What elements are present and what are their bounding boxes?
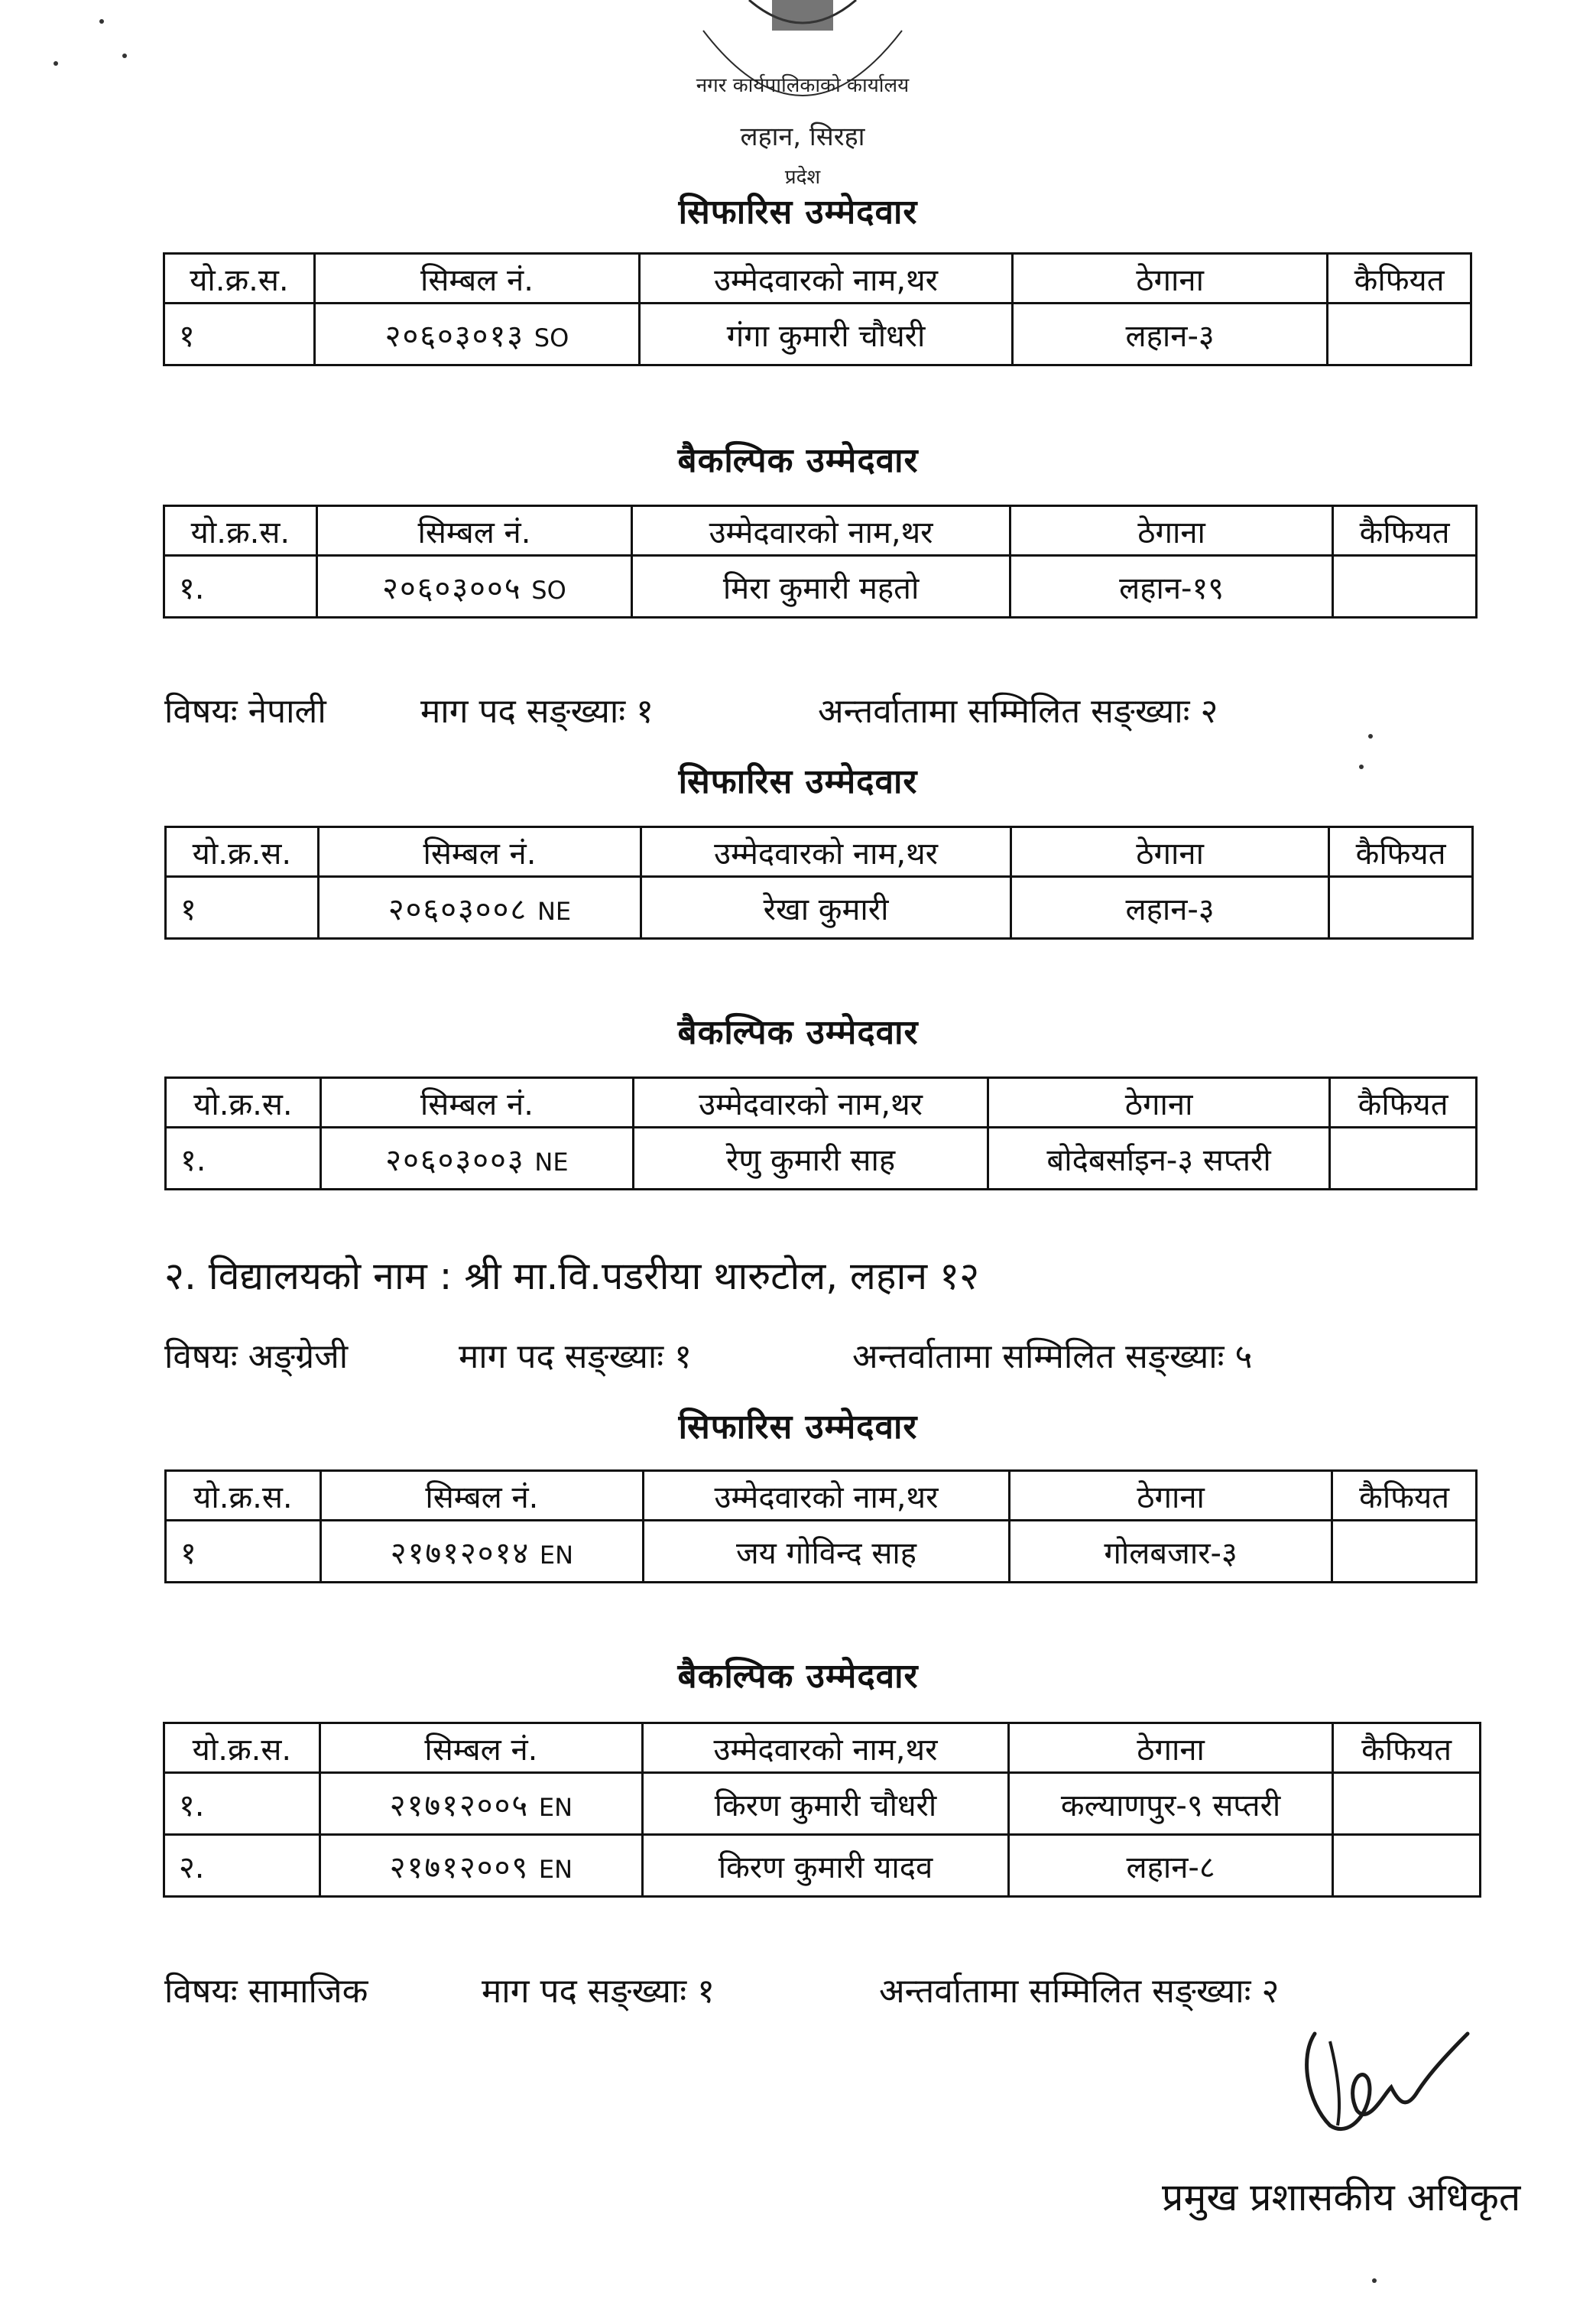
table-row [166,1521,1477,1583]
col-serial: यो.क्र.स. [164,1723,320,1773]
interview-count: अन्तर्वातामा सम्मिलित सङ्ख्याः २ [879,1972,1280,2011]
officer-title: प्रमुख प्रशासकीय अधिकृत [1162,2175,1521,2219]
demand-count: माग पद सङ्ख्याः १ [482,1972,715,2011]
name-cell: गंगा कुमारी चौधरी [640,304,1013,365]
symbol-cell: २१७१२००९ EN [320,1835,642,1897]
table-header-row [166,827,1473,877]
table-row [164,304,1471,365]
table-row [164,1773,1481,1835]
signature-mark [1284,2011,1483,2148]
remark-cell [1333,1773,1481,1835]
alternate-table [163,1722,1481,1898]
recommended-heading: सिफारिस उम्मेदवार [678,193,918,232]
table-header-row [164,506,1477,556]
symbol-cell: २०६०३००८ NE [318,877,641,939]
symbol-cell: २०६०३००५ SO [316,556,631,618]
serial-cell: १ [164,304,315,365]
address-cell: लहान-८ [1008,1835,1332,1897]
col-name: उम्मेदवारको नाम,थर [643,1723,1009,1773]
col-serial: यो.क्र.स. [166,1471,321,1521]
serial-cell: २. [164,1835,320,1897]
col-remark: कैफियत [1332,1471,1477,1521]
name-cell: किरण कुमारी यादव [643,1835,1009,1897]
alternate-table [163,505,1478,619]
col-remark: कैफियत [1330,1078,1477,1128]
col-address: ठेगाना [1013,254,1328,304]
serial-cell: १ [166,877,319,939]
table-header-row [164,1723,1481,1773]
name-cell: जय गोविन्द साह [644,1521,1010,1583]
alternate-heading: बैकल्पिक उम्मेदवार [677,441,919,480]
col-serial: यो.क्र.स. [164,254,315,304]
col-name: उम्मेदवारको नाम,थर [641,827,1011,877]
remark-cell [1333,1835,1481,1897]
scan-speck [122,54,127,58]
col-remark: कैफियत [1328,254,1471,304]
table-header-row [166,1471,1477,1521]
name-cell: मिरा कुमारी महतो [632,556,1010,618]
scan-speck [99,19,104,24]
name-cell: रेणु कुमारी साह [634,1128,988,1190]
subject-label: विषयः नेपाली [164,692,326,731]
remark-cell [1330,1128,1477,1190]
address-cell: कल्याणपुर-९ सप्तरी [1008,1773,1332,1835]
symbol-cell: २१७१२०१४ EN [320,1521,643,1583]
svg-text:लहान, सिरहा: लहान, सिरहा [740,122,865,152]
col-name: उम्मेदवारको नाम,थर [632,506,1010,556]
serial-cell: १. [164,556,317,618]
col-symbol: सिम्बल नं. [320,1723,642,1773]
col-name: उम्मेदवारको नाम,थर [634,1078,988,1128]
interview-count: अन्तर्वातामा सम्मिलित सङ्ख्याः ५ [852,1337,1253,1376]
col-symbol: सिम्बल नं. [314,254,639,304]
alternate-heading: बैकल्पिक उम्मेदवार [677,1013,919,1052]
recommended-table [163,252,1472,366]
recommended-heading: सिफारिस उम्मेदवार [678,762,918,801]
table-row [166,877,1473,939]
col-address: ठेगाना [1009,1471,1332,1521]
subject-label: विषयः अङ्ग्रेजी [164,1337,349,1376]
school-title: २. विद्यालयको नाम : श्री मा.वि.पडरीया थारुटोल, लहान १२ [164,1254,980,1298]
col-symbol: सिम्बल नं. [316,506,631,556]
col-address: ठेगाना [1008,1723,1332,1773]
symbol-cell: २०६०३०१३ SO [314,304,639,365]
alternate-heading: बैकल्पिक उम्मेदवार [677,1657,919,1696]
col-remark: कैफियत [1329,827,1473,877]
recommended-heading: सिफारिस उम्मेदवार [678,1408,918,1447]
name-cell: किरण कुमारी चौधरी [643,1773,1009,1835]
remark-cell [1329,877,1473,939]
serial-cell: १. [164,1773,320,1835]
table-header-row [166,1078,1477,1128]
svg-text:नगर कार्यपालिकाको कार्यालय: नगर कार्यपालिकाको कार्यालय [696,74,910,97]
demand-count: माग पद सङ्ख्याः १ [459,1337,692,1376]
table-row [164,1835,1481,1897]
symbol-cell: २१७१२००५ EN [320,1773,642,1835]
subject-label: विषयः सामाजिक [164,1972,368,2011]
col-remark: कैफियत [1333,506,1477,556]
interview-count: अन्तर्वातामा सम्मिलित सङ्ख्याः २ [818,692,1218,731]
office-seal [657,0,948,214]
symbol-cell: २०६०३००३ NE [320,1128,633,1190]
serial-cell: १ [166,1521,321,1583]
remark-cell [1332,1521,1477,1583]
recommended-table [164,826,1474,940]
address-cell: बोदेबर्साइन-३ सप्तरी [988,1128,1330,1190]
col-name: उम्मेदवारको नाम,थर [640,254,1013,304]
address-cell: लहान-३ [1013,304,1328,365]
col-symbol: सिम्बल नं. [320,1078,633,1128]
table-row [164,556,1477,618]
col-address: ठेगाना [1011,827,1329,877]
address-cell: लहान-३ [1011,877,1329,939]
scan-speck [54,61,58,66]
alternate-table [164,1076,1478,1190]
scan-speck [1372,2278,1377,2283]
address-cell: गोलबजार-३ [1009,1521,1332,1583]
table-row [166,1128,1477,1190]
col-serial: यो.क्र.स. [164,506,317,556]
scan-speck [1368,734,1373,739]
svg-text:प्रदेश: प्रदेश [784,166,821,189]
demand-count: माग पद सङ्ख्याः १ [420,692,654,731]
col-address: ठेगाना [1010,506,1333,556]
col-remark: कैफियत [1333,1723,1481,1773]
remark-cell [1328,304,1471,365]
table-header-row [164,254,1471,304]
col-symbol: सिम्बल नं. [320,1471,643,1521]
col-address: ठेगाना [988,1078,1330,1128]
col-name: उम्मेदवारको नाम,थर [644,1471,1010,1521]
name-cell: रेखा कुमारी [641,877,1011,939]
recommended-table [164,1469,1478,1583]
serial-cell: १. [166,1128,321,1190]
col-serial: यो.क्र.स. [166,827,319,877]
col-symbol: सिम्बल नं. [318,827,641,877]
scan-speck [1359,765,1364,769]
remark-cell [1333,556,1477,618]
address-cell: लहान-१९ [1010,556,1333,618]
col-serial: यो.क्र.स. [166,1078,321,1128]
